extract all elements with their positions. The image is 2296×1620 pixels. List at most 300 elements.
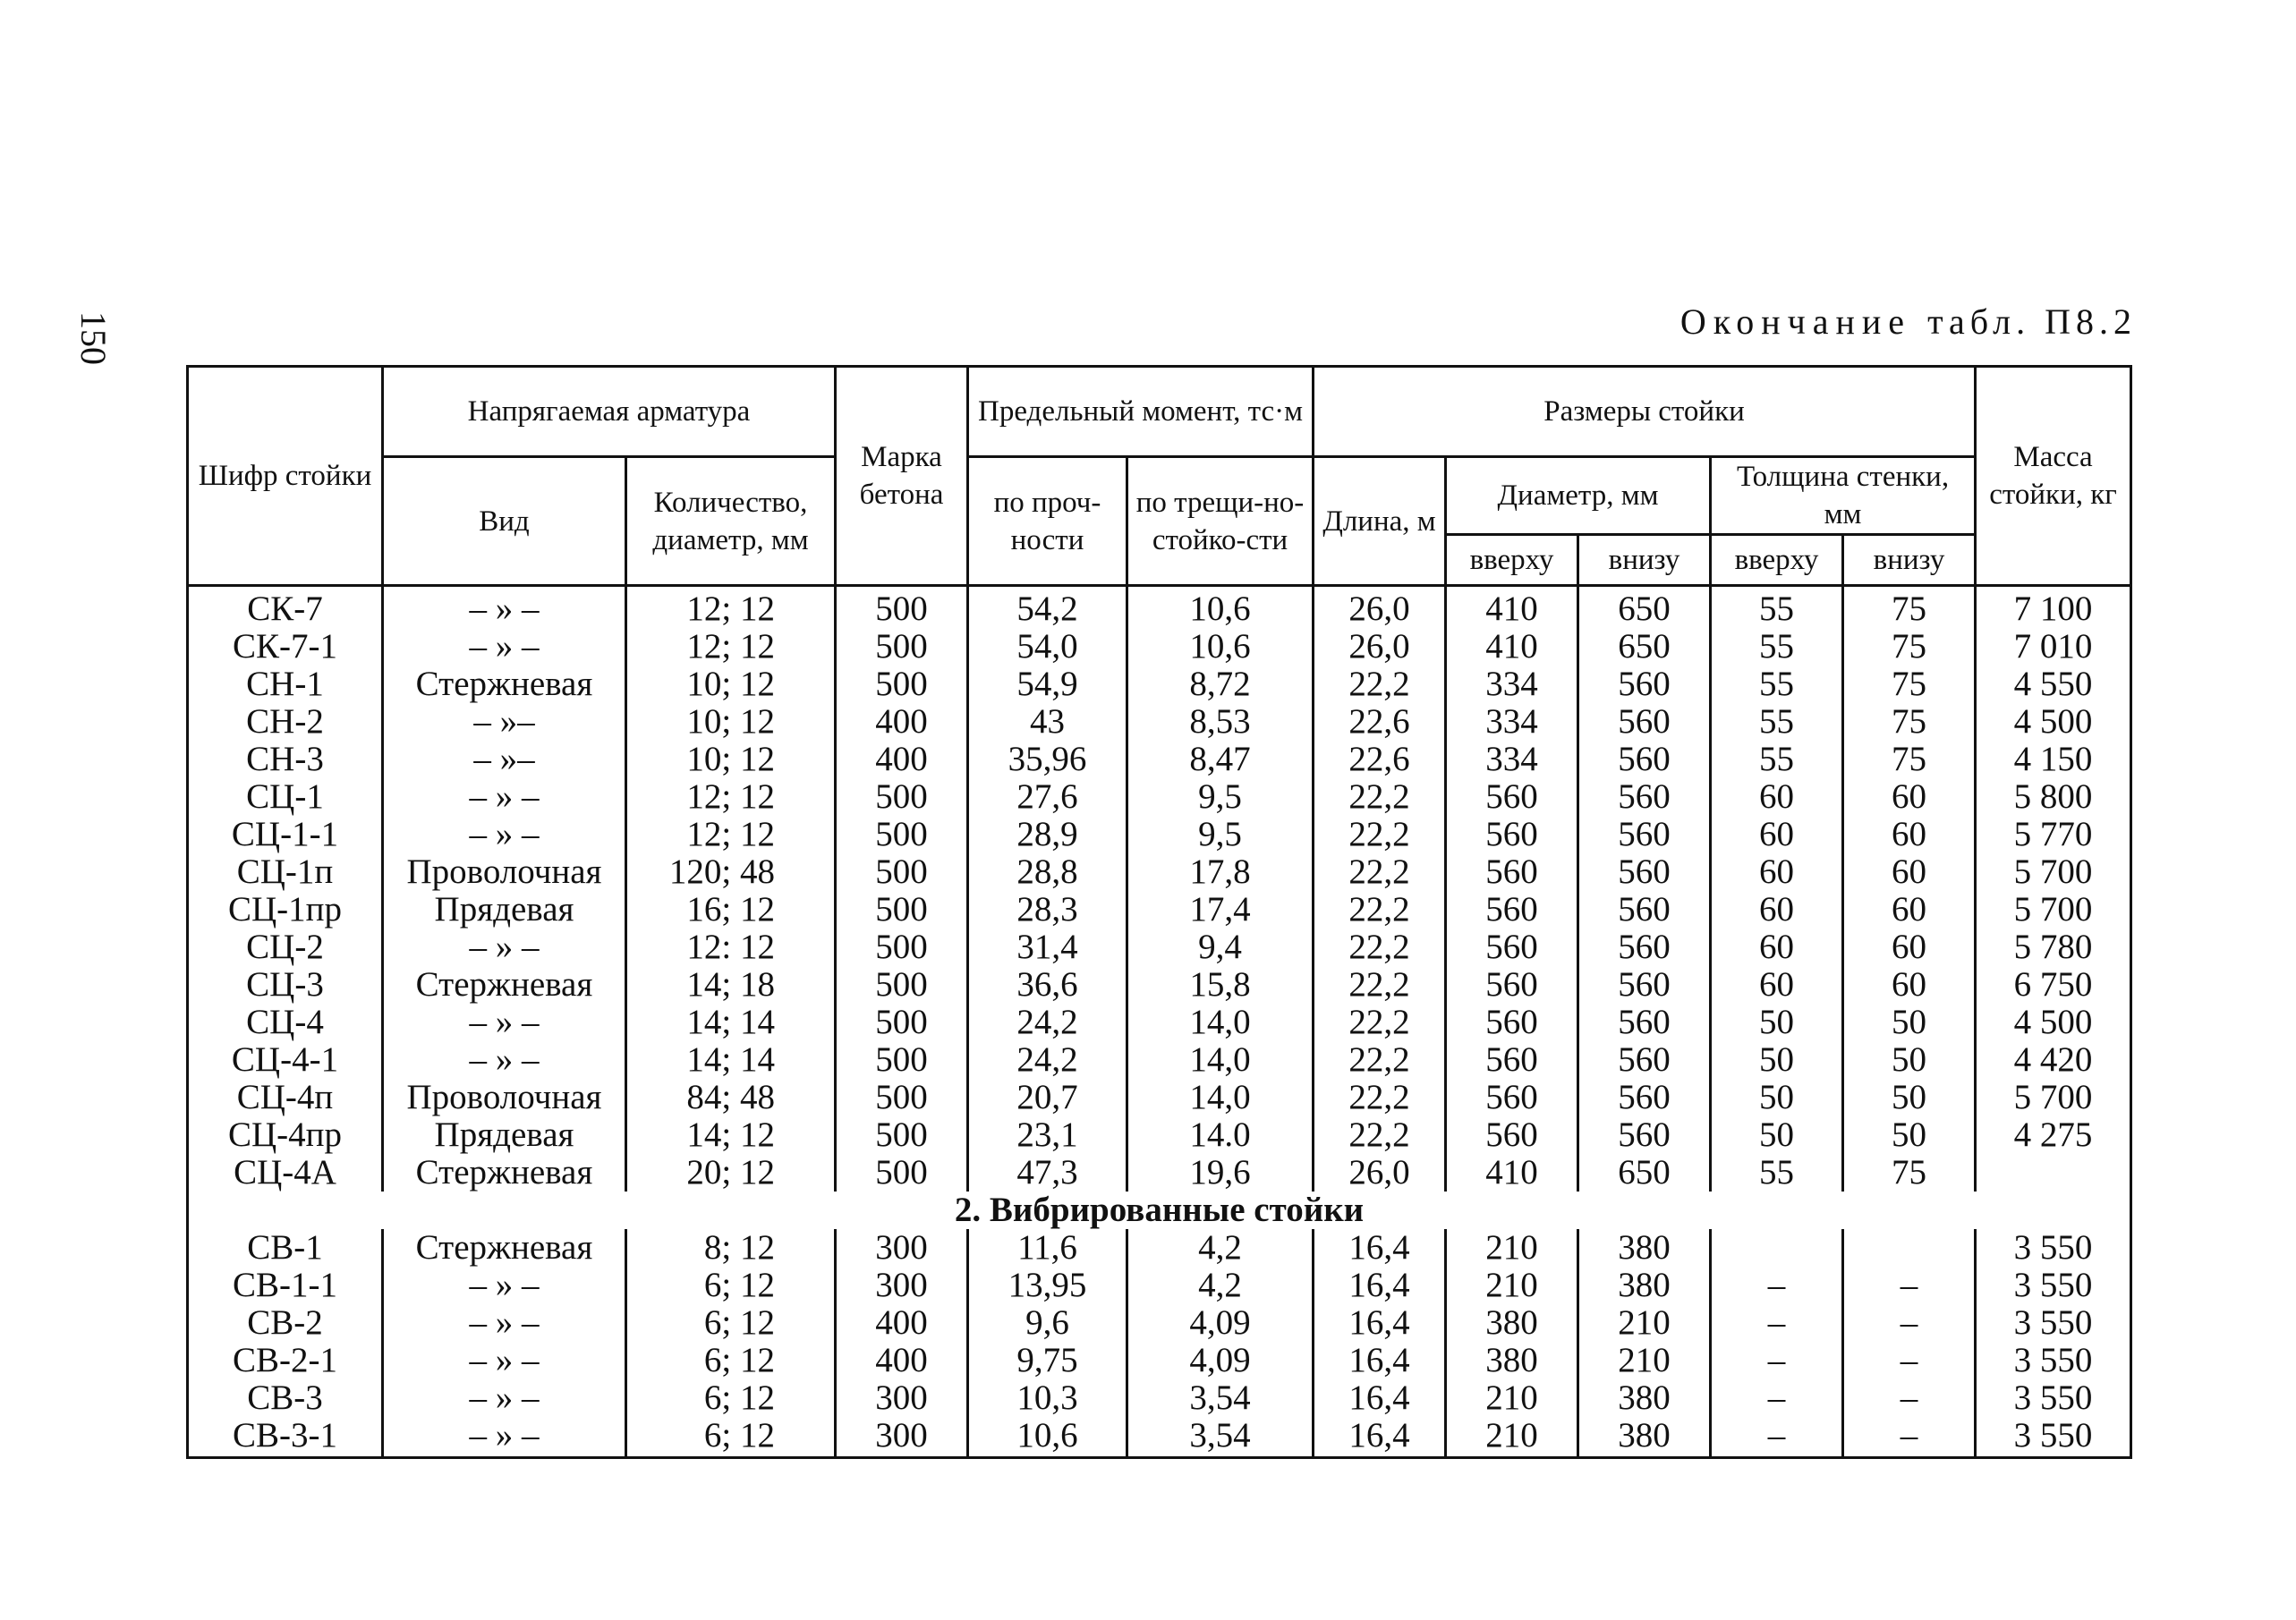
- cell-moment-strength: 54,0: [968, 628, 1127, 666]
- cell-reinf-type: Стержневая: [383, 666, 626, 703]
- cell-diameter-top: 410: [1446, 586, 1578, 629]
- cell-diameter-top: 210: [1446, 1229, 1578, 1267]
- cell-mass: 4 500: [1976, 1004, 2131, 1041]
- header-wall: Толщина стенки, мм: [1711, 457, 1976, 535]
- cell-reinf-qty: 10; 12: [626, 666, 836, 703]
- header-mass: Масса стойки, кг: [1976, 367, 2131, 586]
- cell-length: 22,2: [1314, 778, 1446, 816]
- cell-concrete: 500: [836, 1079, 968, 1116]
- cell-mass: 4 275: [1976, 1116, 2131, 1154]
- cell-concrete: 500: [836, 628, 968, 666]
- cell-wall-bottom: 50: [1843, 1079, 1976, 1116]
- table-row: [188, 586, 2131, 629]
- cell-mass: 3 550: [1976, 1379, 2131, 1417]
- header-wall-top: вверху: [1711, 535, 1843, 586]
- cell-moment-crack: 10,6: [1127, 586, 1314, 629]
- table-row: [188, 666, 2131, 703]
- cell-code: СВ-2: [188, 1304, 383, 1342]
- cell-wall-bottom: 60: [1843, 816, 1976, 853]
- header-moment-crack: по трещи-но-стойко-сти: [1127, 457, 1314, 586]
- cell-diameter-top: 210: [1446, 1267, 1578, 1304]
- cell-reinf-qty: 16; 12: [626, 891, 836, 929]
- table-row: [188, 1417, 2131, 1458]
- cell-wall-bottom: 50: [1843, 1116, 1976, 1154]
- cell-wall-bottom: 75: [1843, 703, 1976, 741]
- cell-diameter-top: 334: [1446, 666, 1578, 703]
- cell-mass: 3 550: [1976, 1229, 2131, 1267]
- cell-length: 16,4: [1314, 1417, 1446, 1458]
- table-row: [188, 628, 2131, 666]
- cell-mass: 4 420: [1976, 1041, 2131, 1079]
- cell-reinf-type: Проволочная: [383, 1079, 626, 1116]
- cell-moment-strength: 43: [968, 703, 1127, 741]
- cell-mass: 6 750: [1976, 966, 2131, 1004]
- cell-code: СВ-3: [188, 1379, 383, 1417]
- cell-wall-bottom: –: [1843, 1379, 1976, 1417]
- cell-diameter-bottom: 560: [1578, 816, 1711, 853]
- cell-diameter-top: 560: [1446, 929, 1578, 966]
- cell-mass: 4 550: [1976, 666, 2131, 703]
- cell-moment-strength: 54,9: [968, 666, 1127, 703]
- table-row: [188, 1342, 2131, 1379]
- cell-moment-strength: 10,3: [968, 1379, 1127, 1417]
- table-row: [188, 1154, 2131, 1192]
- cell-concrete: 300: [836, 1267, 968, 1304]
- cell-reinf-qty: 10; 12: [626, 741, 836, 778]
- cell-diameter-bottom: 560: [1578, 929, 1711, 966]
- cell-concrete: 500: [836, 853, 968, 891]
- cell-moment-crack: 8,72: [1127, 666, 1314, 703]
- header-concrete: Марка бетона: [836, 367, 968, 586]
- cell-wall-bottom: 75: [1843, 1154, 1976, 1192]
- cell-reinf-qty: 120; 48: [626, 853, 836, 891]
- cell-reinf-qty: 12: 12: [626, 929, 836, 966]
- cell-wall-bottom: 75: [1843, 741, 1976, 778]
- cell-code: СВ-2-1: [188, 1342, 383, 1379]
- cell-concrete: 500: [836, 666, 968, 703]
- cell-diameter-bottom: 560: [1578, 891, 1711, 929]
- cell-length: 22,2: [1314, 1116, 1446, 1154]
- cell-moment-strength: 20,7: [968, 1079, 1127, 1116]
- header-diameter: Диаметр, мм: [1446, 457, 1711, 535]
- header-diameter-top: вверху: [1446, 535, 1578, 586]
- cell-length: 26,0: [1314, 1154, 1446, 1192]
- cell-wall-bottom: 60: [1843, 853, 1976, 891]
- cell-code: СЦ-4п: [188, 1079, 383, 1116]
- cell-concrete: 300: [836, 1379, 968, 1417]
- cell-reinf-qty: 6; 12: [626, 1379, 836, 1417]
- cell-mass: 3 550: [1976, 1304, 2131, 1342]
- cell-diameter-top: 560: [1446, 778, 1578, 816]
- continuation-table-ref: табл. П8.2: [1927, 301, 2137, 342]
- cell-reinf-type: – » –: [383, 628, 626, 666]
- cell-wall-bottom: 60: [1843, 778, 1976, 816]
- cell-wall-top: 60: [1711, 929, 1843, 966]
- cell-wall-top: 55: [1711, 741, 1843, 778]
- cell-wall-bottom: –: [1843, 1267, 1976, 1304]
- cell-reinf-qty: 14; 12: [626, 1116, 836, 1154]
- cell-diameter-top: 560: [1446, 966, 1578, 1004]
- cell-length: 22,2: [1314, 966, 1446, 1004]
- table-row: [188, 1267, 2131, 1304]
- cell-code: СН-2: [188, 703, 383, 741]
- cell-reinf-qty: 14; 18: [626, 966, 836, 1004]
- cell-reinf-qty: 20; 12: [626, 1154, 836, 1192]
- cell-wall-top: –: [1711, 1267, 1843, 1304]
- cell-diameter-top: 410: [1446, 628, 1578, 666]
- cell-moment-strength: 28,8: [968, 853, 1127, 891]
- cell-wall-bottom: 75: [1843, 628, 1976, 666]
- cell-code: СК-7: [188, 586, 383, 629]
- cell-moment-crack: 3,54: [1127, 1417, 1314, 1458]
- cell-diameter-top: 210: [1446, 1417, 1578, 1458]
- cell-wall-top: –: [1711, 1342, 1843, 1379]
- cell-length: 16,4: [1314, 1267, 1446, 1304]
- cell-concrete: 500: [836, 891, 968, 929]
- cell-moment-crack: 10,6: [1127, 628, 1314, 666]
- cell-moment-strength: 23,1: [968, 1116, 1127, 1154]
- cell-concrete: 400: [836, 1342, 968, 1379]
- cell-mass: 5 780: [1976, 929, 2131, 966]
- cell-wall-top: 55: [1711, 586, 1843, 629]
- cell-reinf-type: – » –: [383, 1342, 626, 1379]
- cell-reinf-type: – » –: [383, 816, 626, 853]
- cell-diameter-top: 560: [1446, 853, 1578, 891]
- cell-reinf-qty: 6; 12: [626, 1342, 836, 1379]
- header-moment-strength: по проч-ности: [968, 457, 1127, 586]
- cell-mass: 4 150: [1976, 741, 2131, 778]
- cell-diameter-top: 334: [1446, 741, 1578, 778]
- cell-wall-bottom: 60: [1843, 891, 1976, 929]
- cell-diameter-bottom: 650: [1578, 628, 1711, 666]
- header-moment: Предельный момент, тс·м: [968, 367, 1314, 457]
- cell-reinf-qty: 12; 12: [626, 628, 836, 666]
- cell-moment-strength: 11,6: [968, 1229, 1127, 1267]
- cell-mass: 5 700: [1976, 853, 2131, 891]
- cell-reinf-qty: 12; 12: [626, 816, 836, 853]
- table-row: [188, 929, 2131, 966]
- table-row: [188, 1116, 2131, 1154]
- cell-reinf-type: – » –: [383, 1417, 626, 1458]
- cell-concrete: 500: [836, 929, 968, 966]
- cell-reinf-qty: 14; 14: [626, 1004, 836, 1041]
- cell-wall-top: 60: [1711, 778, 1843, 816]
- cell-moment-crack: 9,5: [1127, 778, 1314, 816]
- cell-code: СЦ-1: [188, 778, 383, 816]
- cell-wall-bottom: –: [1843, 1342, 1976, 1379]
- header-reinforcement: Напрягаемая арматура: [383, 367, 836, 457]
- cell-length: 26,0: [1314, 628, 1446, 666]
- cell-length: 22,2: [1314, 853, 1446, 891]
- cell-diameter-top: 210: [1446, 1379, 1578, 1417]
- cell-mass: 3 550: [1976, 1267, 2131, 1304]
- cell-concrete: 500: [836, 778, 968, 816]
- cell-diameter-bottom: 560: [1578, 666, 1711, 703]
- cell-wall-bottom: 60: [1843, 966, 1976, 1004]
- table-row: [188, 1379, 2131, 1417]
- cell-wall-top: 55: [1711, 628, 1843, 666]
- cell-concrete: 500: [836, 586, 968, 629]
- cell-diameter-top: 334: [1446, 703, 1578, 741]
- cell-diameter-bottom: 210: [1578, 1342, 1711, 1379]
- cell-code: СВ-1: [188, 1229, 383, 1267]
- cell-length: 22,2: [1314, 929, 1446, 966]
- cell-concrete: 400: [836, 1304, 968, 1342]
- cell-length: 22,2: [1314, 816, 1446, 853]
- cell-mass: 4 500: [1976, 703, 2131, 741]
- cell-code: СЦ-4: [188, 1004, 383, 1041]
- cell-reinf-qty: 84; 48: [626, 1079, 836, 1116]
- cell-moment-crack: 14,0: [1127, 1041, 1314, 1079]
- cell-reinf-type: Стержневая: [383, 1154, 626, 1192]
- header-code: Шифр стойки: [188, 367, 383, 586]
- table-row: [188, 966, 2131, 1004]
- cell-wall-top: 55: [1711, 1154, 1843, 1192]
- cell-code: СЦ-1п: [188, 853, 383, 891]
- cell-diameter-bottom: 380: [1578, 1417, 1711, 1458]
- header-dimensions: Размеры стойки: [1314, 367, 1976, 457]
- cell-wall-bottom: –: [1843, 1304, 1976, 1342]
- cell-moment-strength: 10,6: [968, 1417, 1127, 1458]
- cell-wall-bottom: 75: [1843, 586, 1976, 629]
- cell-diameter-bottom: 560: [1578, 853, 1711, 891]
- cell-diameter-bottom: 560: [1578, 703, 1711, 741]
- cell-reinf-type: – »–: [383, 703, 626, 741]
- cell-concrete: 400: [836, 703, 968, 741]
- cell-mass: 5 770: [1976, 816, 2131, 853]
- cell-moment-strength: 28,9: [968, 816, 1127, 853]
- cell-wall-bottom: 50: [1843, 1004, 1976, 1041]
- header-reinf-qty: Количество, диаметр, мм: [626, 457, 836, 586]
- cell-diameter-top: 560: [1446, 891, 1578, 929]
- cell-diameter-bottom: 380: [1578, 1229, 1711, 1267]
- cell-wall-top: –: [1711, 1379, 1843, 1417]
- cell-reinf-type: – » –: [383, 1304, 626, 1342]
- cell-reinf-qty: 6; 12: [626, 1417, 836, 1458]
- cell-diameter-bottom: 560: [1578, 1004, 1711, 1041]
- cell-moment-crack: 8,47: [1127, 741, 1314, 778]
- cell-moment-crack: 4,2: [1127, 1229, 1314, 1267]
- continuation-word: Окончание: [1679, 301, 1912, 342]
- cell-moment-strength: 13,95: [968, 1267, 1127, 1304]
- cell-code: СВ-3-1: [188, 1417, 383, 1458]
- cell-code: СН-3: [188, 741, 383, 778]
- cell-code: СЦ-3: [188, 966, 383, 1004]
- cell-moment-crack: 17,4: [1127, 891, 1314, 929]
- cell-moment-strength: 24,2: [968, 1041, 1127, 1079]
- cell-diameter-bottom: 560: [1578, 966, 1711, 1004]
- cell-code: СЦ-4А: [188, 1154, 383, 1192]
- cell-reinf-qty: 10; 12: [626, 703, 836, 741]
- cell-reinf-type: – » –: [383, 586, 626, 629]
- cell-concrete: 400: [836, 741, 968, 778]
- cell-concrete: 500: [836, 1154, 968, 1192]
- cell-diameter-top: 380: [1446, 1342, 1578, 1379]
- cell-moment-crack: 4,09: [1127, 1342, 1314, 1379]
- cell-reinf-qty: 8; 12: [626, 1229, 836, 1267]
- cell-wall-top: –: [1711, 1417, 1843, 1458]
- cell-diameter-bottom: 560: [1578, 1079, 1711, 1116]
- cell-reinf-type: Проволочная: [383, 853, 626, 891]
- cell-moment-crack: 4,2: [1127, 1267, 1314, 1304]
- section-row: [188, 1192, 2131, 1229]
- cell-reinf-type: Прядевая: [383, 1116, 626, 1154]
- cell-wall-top: 50: [1711, 1004, 1843, 1041]
- table-row: [188, 1004, 2131, 1041]
- cell-concrete: 500: [836, 1041, 968, 1079]
- header-diameter-bottom: внизу: [1578, 535, 1711, 586]
- cell-diameter-top: 560: [1446, 1004, 1578, 1041]
- cell-length: 16,4: [1314, 1229, 1446, 1267]
- cell-wall-top: 60: [1711, 891, 1843, 929]
- cell-reinf-type: – » –: [383, 778, 626, 816]
- section-title: 2. Вибрированные стойки: [188, 1192, 2131, 1229]
- cell-moment-strength: 24,2: [968, 1004, 1127, 1041]
- cell-moment-strength: 54,2: [968, 586, 1127, 629]
- cell-diameter-bottom: 560: [1578, 741, 1711, 778]
- cell-length: 22,2: [1314, 666, 1446, 703]
- cell-mass: 5 700: [1976, 891, 2131, 929]
- cell-mass: 5 800: [1976, 778, 2131, 816]
- cell-reinf-type: – » –: [383, 1041, 626, 1079]
- cell-mass: [1976, 1154, 2131, 1192]
- cell-wall-top: –: [1711, 1304, 1843, 1342]
- cell-diameter-bottom: 650: [1578, 586, 1711, 629]
- cell-wall-top: 55: [1711, 666, 1843, 703]
- cell-moment-crack: 8,53: [1127, 703, 1314, 741]
- cell-moment-strength: 28,3: [968, 891, 1127, 929]
- cell-moment-strength: 31,4: [968, 929, 1127, 966]
- cell-moment-crack: 19,6: [1127, 1154, 1314, 1192]
- cell-wall-top: 50: [1711, 1116, 1843, 1154]
- cell-diameter-top: 560: [1446, 1041, 1578, 1079]
- cell-moment-crack: 17,8: [1127, 853, 1314, 891]
- cell-diameter-top: 560: [1446, 1079, 1578, 1116]
- cell-code: СЦ-1-1: [188, 816, 383, 853]
- cell-wall-top: 60: [1711, 816, 1843, 853]
- cell-mass: 7 100: [1976, 586, 2131, 629]
- cell-diameter-top: 560: [1446, 1116, 1578, 1154]
- cell-wall-bottom: 75: [1843, 666, 1976, 703]
- table-row: [188, 891, 2131, 929]
- cell-length: 16,4: [1314, 1342, 1446, 1379]
- cell-wall-top: 55: [1711, 703, 1843, 741]
- cell-wall-bottom: –: [1843, 1417, 1976, 1458]
- cell-code: СВ-1-1: [188, 1267, 383, 1304]
- table-row: [188, 853, 2131, 891]
- table-row: [188, 778, 2131, 816]
- posts-table: [186, 365, 2132, 1459]
- cell-wall-top: 60: [1711, 853, 1843, 891]
- cell-moment-crack: 9,5: [1127, 816, 1314, 853]
- cell-reinf-type: – » –: [383, 1267, 626, 1304]
- cell-code: СЦ-1пр: [188, 891, 383, 929]
- cell-diameter-bottom: 560: [1578, 1116, 1711, 1154]
- cell-wall-bottom: 50: [1843, 1041, 1976, 1079]
- table-row: [188, 703, 2131, 741]
- page-number: 150: [73, 311, 114, 365]
- cell-reinf-type: Стержневая: [383, 1229, 626, 1267]
- cell-diameter-bottom: 380: [1578, 1267, 1711, 1304]
- cell-reinf-type: – » –: [383, 929, 626, 966]
- cell-concrete: 500: [836, 1116, 968, 1154]
- cell-diameter-bottom: 380: [1578, 1379, 1711, 1417]
- cell-length: 22,2: [1314, 891, 1446, 929]
- cell-mass: 7 010: [1976, 628, 2131, 666]
- cell-reinf-qty: 6; 12: [626, 1304, 836, 1342]
- cell-wall-top: 50: [1711, 1079, 1843, 1116]
- cell-reinf-qty: 14; 14: [626, 1041, 836, 1079]
- cell-mass: 3 550: [1976, 1342, 2131, 1379]
- cell-wall-bottom: 60: [1843, 929, 1976, 966]
- table-body: [188, 586, 2131, 1458]
- cell-code: СК-7-1: [188, 628, 383, 666]
- cell-reinf-qty: 12; 12: [626, 778, 836, 816]
- cell-length: 22,6: [1314, 703, 1446, 741]
- cell-moment-strength: 27,6: [968, 778, 1127, 816]
- cell-length: 16,4: [1314, 1379, 1446, 1417]
- cell-reinf-type: – » –: [383, 1379, 626, 1417]
- table-row: [188, 1304, 2131, 1342]
- cell-reinf-qty: 12; 12: [626, 586, 836, 629]
- table-row: [188, 1079, 2131, 1116]
- table-row: [188, 741, 2131, 778]
- cell-moment-strength: 36,6: [968, 966, 1127, 1004]
- cell-moment-crack: 4,09: [1127, 1304, 1314, 1342]
- header-wall-bottom: внизу: [1843, 535, 1976, 586]
- cell-moment-strength: 47,3: [968, 1154, 1127, 1192]
- cell-moment-crack: 14,0: [1127, 1004, 1314, 1041]
- header-length: Длина, м: [1314, 457, 1446, 586]
- cell-reinf-type: – »–: [383, 741, 626, 778]
- cell-diameter-top: 410: [1446, 1154, 1578, 1192]
- cell-length: 16,4: [1314, 1304, 1446, 1342]
- cell-diameter-bottom: 210: [1578, 1304, 1711, 1342]
- cell-wall-top: 50: [1711, 1041, 1843, 1079]
- cell-moment-strength: 35,96: [968, 741, 1127, 778]
- cell-mass: 5 700: [1976, 1079, 2131, 1116]
- cell-moment-crack: 14.0: [1127, 1116, 1314, 1154]
- cell-code: СН-1: [188, 666, 383, 703]
- table-row: [188, 816, 2131, 853]
- cell-reinf-type: Прядевая: [383, 891, 626, 929]
- cell-reinf-type: Стержневая: [383, 966, 626, 1004]
- cell-concrete: 300: [836, 1229, 968, 1267]
- table-row: [188, 1229, 2131, 1267]
- cell-concrete: 500: [836, 816, 968, 853]
- cell-code: СЦ-4пр: [188, 1116, 383, 1154]
- cell-code: СЦ-2: [188, 929, 383, 966]
- cell-diameter-top: 560: [1446, 816, 1578, 853]
- cell-reinf-qty: 6; 12: [626, 1267, 836, 1304]
- cell-moment-crack: 9,4: [1127, 929, 1314, 966]
- cell-mass: 3 550: [1976, 1417, 2131, 1458]
- cell-length: 22,6: [1314, 741, 1446, 778]
- cell-diameter-bottom: 650: [1578, 1154, 1711, 1192]
- cell-diameter-bottom: 560: [1578, 1041, 1711, 1079]
- cell-wall-top: 60: [1711, 966, 1843, 1004]
- cell-concrete: 500: [836, 1004, 968, 1041]
- cell-moment-strength: 9,6: [968, 1304, 1127, 1342]
- cell-concrete: 300: [836, 1417, 968, 1458]
- cell-diameter-top: 380: [1446, 1304, 1578, 1342]
- cell-wall-bottom: [1843, 1229, 1976, 1267]
- cell-moment-crack: 14,0: [1127, 1079, 1314, 1116]
- cell-diameter-bottom: 560: [1578, 778, 1711, 816]
- cell-length: 22,2: [1314, 1004, 1446, 1041]
- table-continuation-caption: [1680, 301, 2137, 343]
- cell-length: 26,0: [1314, 586, 1446, 629]
